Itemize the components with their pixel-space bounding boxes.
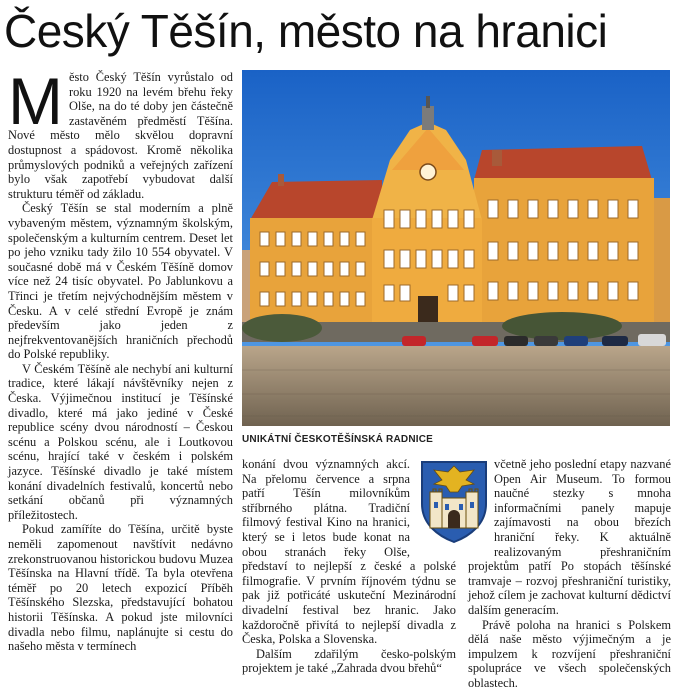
article-column-3 bbox=[468, 457, 671, 691]
paragraph: Český Těšín se stal moderním a plně vybaveným městem, významným školským, společenským a kulturním centrem. Deset let po jeho vzniku tady žilo 10 554 obyvatel. V současné době má v Českém Těšíně domov více než 24 tisíc obyvatel. Po Jablunkovu a Třinci je třetím nejvýchodnějším městem v Česku. A v celé střední Evropě je znám především jako jeden z nejfrekventovanějších hraničních přechodů do Polské republiky. bbox=[8, 201, 233, 362]
paragraph: Právě poloha na hranici s Polskem dělá naše město výjimečným a je impulzem k rozvíjení přeshraniční spolupráce ve všech společenských oblastech. bbox=[468, 617, 671, 690]
paragraph: včetně jeho poslední etapy nazvané Open Air Museum. To formou naučné stezky s mnoha informačními panely mapuje zajímavosti na obou březích hraniční řeky. K aktuálně realizovaným přeshraničním projektům patří Po stopách těšínské tramvaje – rozvoj přeshraniční turistiky, jehož cílem je zachovat kulturní dědictví dalším generacím. bbox=[468, 457, 671, 617]
paragraph: Dalším zdařilým česko-polským projektem je také „Zahrada dvou břehů“ bbox=[242, 646, 456, 676]
photo-caption: UNIKÁTNÍ ČESKOTĚŠÍNSKÁ RADNICE bbox=[242, 434, 434, 445]
coat-of-arms-icon bbox=[418, 458, 490, 544]
paragraph: konání dvou významných akcí. Na přelomu července a srpna patří Těšín milovníkům stříbrného plátna. Tradiční filmový festival Kino na hranici, který se i letos bude konat na obou stranách řeky Olše, představí to nejlepší z české a polské filmografie. V prvním říjnovém týdnu se pak již potřicáté uskuteční Mezinárodní divadelní festival bez hranic. Jako každoročně přivítá to nejlepší divadla z Česka, Polska a Slovenska. bbox=[242, 457, 456, 647]
article-column-1 bbox=[8, 64, 233, 654]
drop-cap: M bbox=[8, 64, 63, 138]
town-hall-photo bbox=[242, 70, 670, 426]
article-title: Český Těšín, město na hranici bbox=[4, 5, 608, 57]
paragraph: Pokud zamíříte do Těšína, určitě byste neměli zapomenout navštívit nedávno zrekonstruovanou historickou budovu Muzea Těšínska na Hlavní třídě. Ta byla otevřena téměř po 20 letech expozicí Příběh Těšínského Slezska, představující bohatou historii Těšínska. A pokud jste milovníci divadla nebo filmu, naplánujte si cestu do našeho města v termínech bbox=[8, 522, 233, 654]
paragraph: Město Český Těšín vyrůstalo od roku 1920 na levém břehu řeky Olše, na do té doby jen částečně zastavěném předměstí Těšína. Nové město mělo skvělou dopravní dostupnost a spádovost. Kromě několika průmyslových podniků a veřejných zařízení bylo však zapotřebí vybudovat další strukturu téměř od základu. bbox=[8, 64, 233, 201]
paragraph: V Českém Těšíně ale nechybí ani kulturní tradice, které lákají návštěvníky nejen z Česka. Výjimečnou institucí je Těšínské divadlo, které má jako jediné v České republice scény dvou národností – Českou scénu a Polskou scénu, ale i Loutkovou scénu, hrající také v českém i polském jazyce. Těšínské divadlo je také místem konání divadelních festivalů, koncertů nebo setkání občanů při významných příležitostech. bbox=[8, 361, 233, 522]
